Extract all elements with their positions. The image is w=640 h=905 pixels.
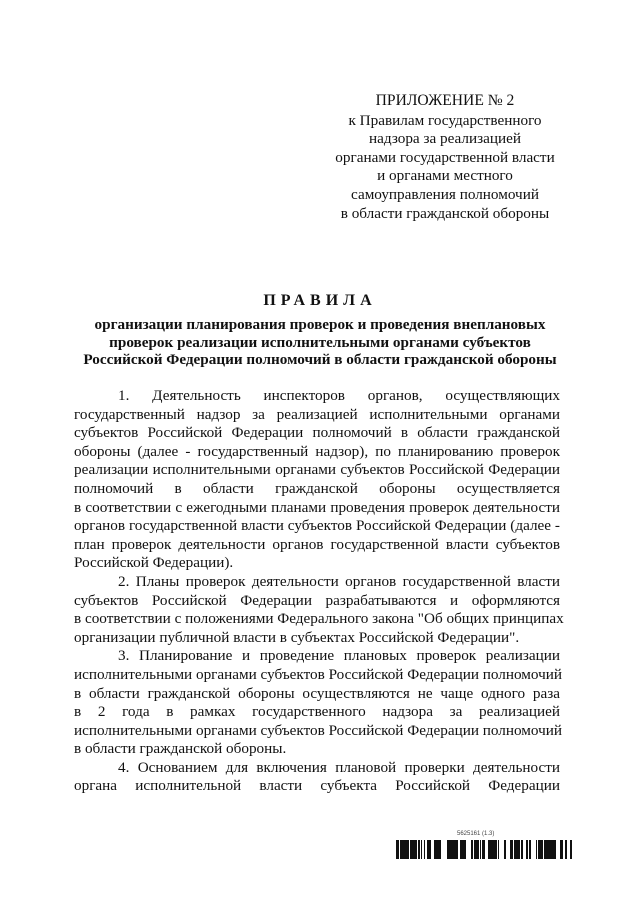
paragraph [74, 387, 560, 573]
paragraph-line: 1. Деятельность инспекторов органов, осуществляющих [118, 387, 560, 404]
paragraph-line: обороны (далее - государственный надзор), по планированию проверок [74, 442, 560, 460]
appendix-line: в области гражданской обороны [340, 204, 550, 222]
paragraph-line: 2. Планы проверок деятельности органов государственной власти [118, 572, 560, 590]
appendix-line: самоуправления полномочий [351, 185, 539, 203]
paragraph-line: субъектов Российской Федерации разрабатываются и оформляются [74, 591, 560, 609]
paragraph-line: исполнительными органами субъектов Российской Федерации полномочий [74, 665, 562, 683]
paragraph-line: исполнительными органами субъектов Российской Федерации полномочий [74, 721, 562, 739]
paragraph-line: полномочий в области гражданской обороны осуществляется [74, 479, 560, 497]
document-body [74, 387, 564, 796]
appendix-line: и органами местного [377, 167, 513, 185]
paragraph-line: 4. Основанием для включения плановой проверки деятельности [118, 758, 560, 776]
appendix-line: к Правилам государственного [348, 111, 542, 129]
barcode-number: 5625161 (1.3) [457, 831, 495, 837]
subtitle-line: организации планирования проверок и проведения внеплановых [94, 316, 546, 333]
paragraph-line: в соответствии с положениями Федерального закона "Об общих принципах [74, 610, 564, 628]
document-subtitle [60, 316, 580, 369]
appendix-line: надзора за реализацией [369, 130, 521, 148]
paragraph [74, 647, 560, 759]
appendix-block [318, 92, 572, 223]
appendix-heading: ПРИЛОЖЕНИЕ № 2 [375, 92, 515, 109]
paragraph-line: Российской Федерации). [74, 554, 234, 572]
paragraph-line: органа исполнительной власти субъекта Российской Федерации [74, 777, 560, 795]
paragraph [74, 759, 560, 796]
barcode-image [396, 840, 572, 859]
document-title: ПРАВИЛА [263, 292, 377, 309]
paragraph [74, 572, 564, 647]
paragraph-line: реализации исполнительными органами субъектов Российской Федерации [74, 461, 560, 479]
subtitle-line: проверок реализации исполнительными органами субъектов [109, 333, 531, 351]
paragraph-line: в области гражданской обороны. [74, 740, 287, 758]
paragraph-line: в области гражданской обороны осуществляются не чаще одного раза [74, 684, 560, 702]
paragraph-line: 3. Планирование и проведение плановых проверок реализации [118, 647, 560, 665]
appendix-line: органами государственной власти [335, 148, 555, 166]
paragraph-line: органов государственной власти субъектов Российской Федерации (далее - [74, 517, 560, 535]
paragraph-line: в 2 года в рамках государственного надзора за реализацией [74, 703, 560, 721]
subtitle-line: Российской Федерации полномочий в области гражданской обороны [83, 351, 557, 368]
paragraph-line: план проверок деятельности органов государственной власти субъектов [74, 535, 560, 553]
paragraph-line: субъектов Российской Федерации полномочий в области гражданской [74, 424, 560, 442]
paragraph-line: в соответствии с ежегодными планами проведения проверок деятельности [74, 498, 560, 516]
paragraph-line: организации публичной власти в субъектах Российской Федерации". [74, 628, 520, 646]
paragraph-line: государственный надзор за реализацией исполнительными органами [74, 405, 560, 423]
